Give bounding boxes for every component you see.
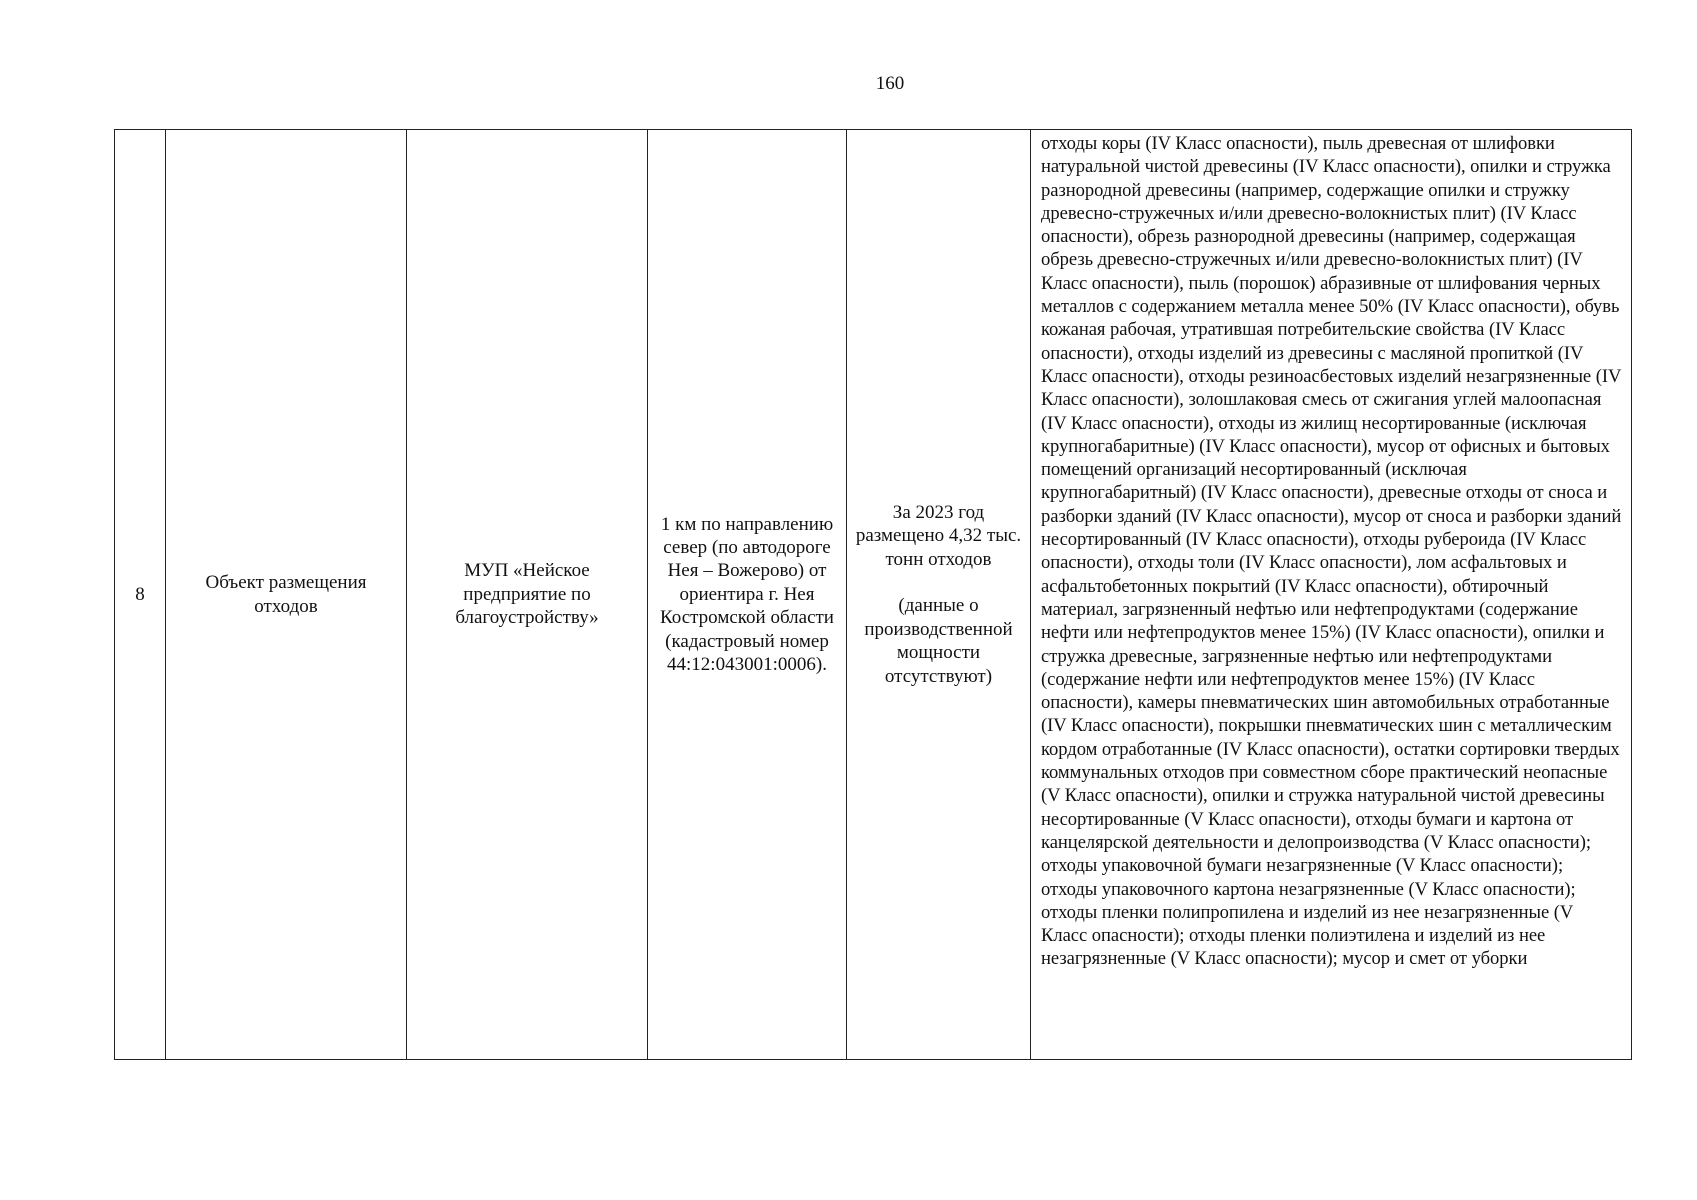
waste-facility-table bbox=[114, 129, 1632, 1060]
volume-cell bbox=[847, 130, 1031, 1060]
waste-types-cell bbox=[1031, 130, 1632, 1060]
operator-name: МУП «Нейское предприятие по благоустройству» bbox=[455, 560, 599, 629]
location-text: 1 км по направлению север (по автодороге Нея – Вожерово) от ориентира г. Нея Костромской области (кадастровый номер 44:12:043001:0006). bbox=[660, 513, 834, 676]
object-type-cell bbox=[166, 130, 407, 1060]
capacity-note: (данные о производственной мощности отсутствуют) bbox=[864, 595, 1013, 687]
waste-types-text: отходы коры (IV Класс опасности), пыль древесная от шлифовки натуральной чистой древесины (IV Класс опасности), опилки и стружка разнородной древесины (например, содержащие опилки и стружку древесно-стружечных и/или древесно-волокнистых плит) (IV Класс опасности), обрезь разнородной древесины (например, содержащая обрезь древесно-стружечных и/или древесно-волокнистых плит) (IV Класс опасности), пыль (порошок) абразивные от шлифования черных металлов с содержанием металла менее 50% (IV Класс опасности), обувь кожаная рабочая, утратившая потребительские свойства (IV Класс опасности), отходы изделий из древесины с масляной пропиткой (IV Класс опасности), отходы резиноасбестовых изделий незагрязненные (IV Класс опасности), золошлаковая смесь от сжигания углей малоопасная (IV Класс опасности), отходы из жилищ несортированные (исключая крупногабаритные) (IV Класс опасности), мусор от офисных и бытовых помещений организаций несортированный (исключая крупногабаритный) (IV Класс опасности), древесные отходы от сноса и разборки зданий (IV Класс опасности), мусор от сноса и разборки зданий несортированный (IV Класс опасности), отходы рубероида (IV Класс опасности), отходы толи (IV Класс опасности), лом асфальтовых и асфальтобетонных покрытий (IV Класс опасности), обтирочный материал, загрязненный нефтью или нефтепродуктами (содержание нефти или нефтепродуктов менее 15%) (IV Класс опасности), опилки и стружка древесные, загрязненные нефтью или нефтепродуктами (содержание нефти или нефтепродуктов менее 15%) (IV Класс опасности), камеры пневматических шин автомобильных отработанные (IV Класс опасности), покрышки пневматических шин с металлическим кордом отработанные (IV Класс опасности), остатки сортировки твердых коммунальных отходов при совместном сборе практический неопасные (V Класс опасности), опилки и стружка натуральной чистой древесины несортированные (V Класс опасности), отходы бумаги и картона от канцелярской деятельности и делопроизводства (V Класс опасности); отходы упаковочной бумаги незагрязненные (V Класс опасности); отходы упаковочного картона незагрязненные (V Класс опасности); отходы пленки полипропилена и изделий из нее незагрязненные (V Класс опасности); отходы пленки полиэтилена и изделий из нее незагрязненные (V Класс опасности); мусор и смет от уборки bbox=[1041, 133, 1622, 970]
object-type: Объект размещения отходов bbox=[205, 572, 367, 617]
operator-cell bbox=[407, 130, 648, 1060]
row-number-cell bbox=[115, 130, 166, 1060]
row-number: 8 bbox=[135, 583, 145, 605]
table-row bbox=[115, 130, 1632, 1060]
page-number: 160 bbox=[875, 73, 905, 94]
volume-text: За 2023 год размещено 4,32 тыс. тонн отходов bbox=[855, 502, 1022, 570]
location-cell bbox=[648, 130, 847, 1060]
spacer bbox=[855, 571, 1022, 594]
